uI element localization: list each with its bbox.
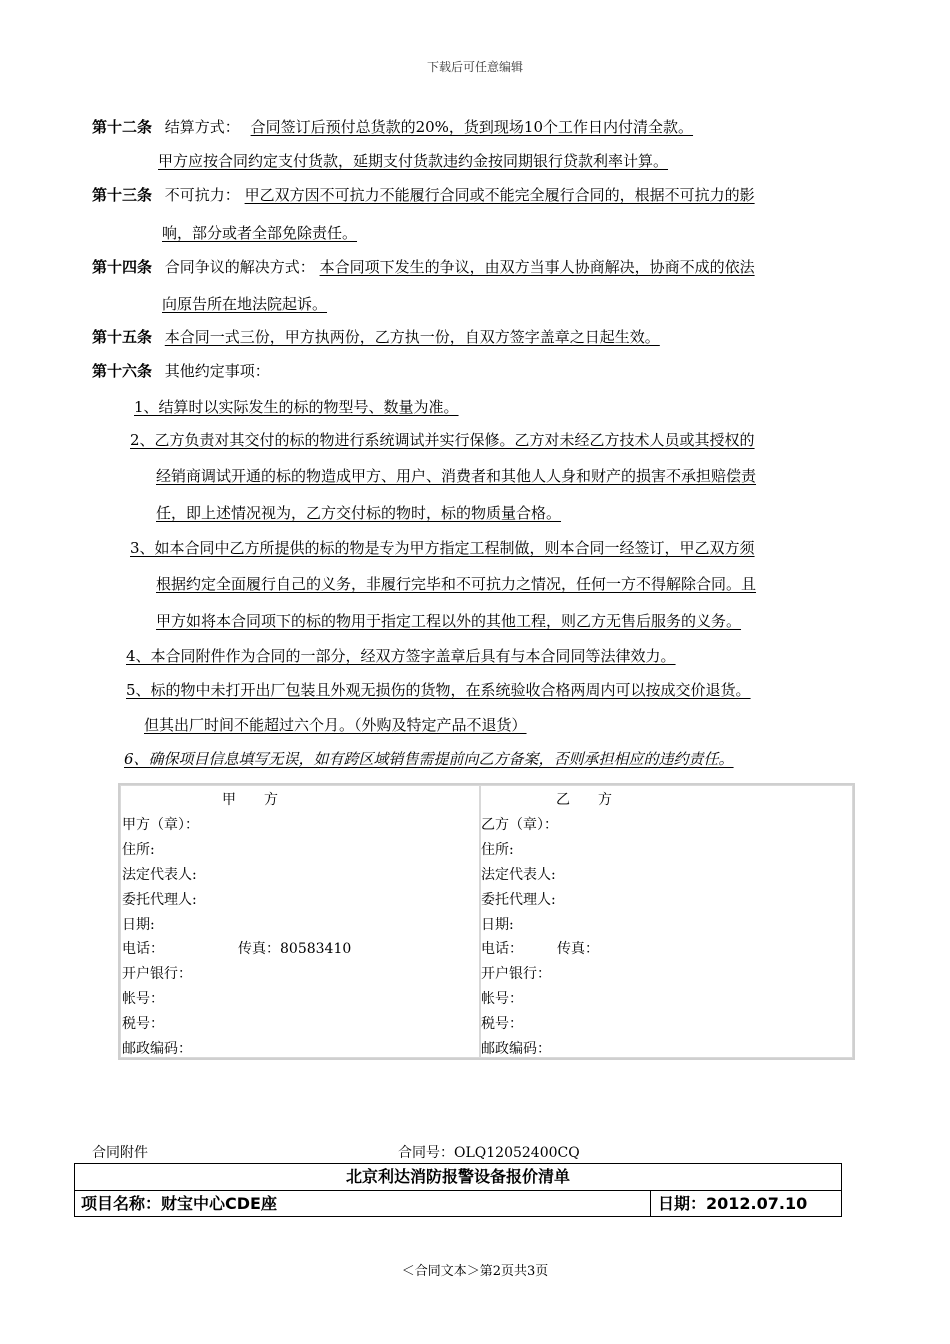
party-a-phone: 电话： [122,941,164,957]
item-1: 1、结算时以实际发生的标的物型号、数量为准。 [134,398,459,416]
contract-number [398,1142,580,1162]
item-3-line-1: 3、如本合同中乙方所提供的标的物是专为甲方指定工程制做，则本合同一经签订，甲乙双方须 [130,539,755,557]
item-3-line-3: 甲方如将本合同项下的标的物用于指定工程以外的其他工程，则乙方无售后服务的义务。 [156,612,742,630]
article-label: 其他约定事项： [164,362,270,380]
article-13-continued: 响，部分或者全部免除责任。 [162,224,358,242]
party-b-title: 乙 方 [556,792,612,808]
article-text: 合同签订后预付总货款的20%，货到现场10个工作日内付清全款。 [250,118,694,136]
article-label: 合同争议的解决方式： [164,258,315,276]
party-a-address: 住所: [122,842,155,858]
party-a-agent: 委托代理人: [122,892,197,908]
article-text: 本合同项下发生的争议，由双方当事人协商解决，协商不成的依法 [319,258,755,276]
article-14 [92,257,755,277]
quote-title: 北京利达消防报警设备报价清单 [74,1163,842,1191]
party-a-account: 帐号： [122,991,164,1007]
article-number: 第十五条 [92,328,153,346]
party-a-legal-rep: 法定代表人: [122,867,197,883]
party-b-legal-rep: 法定代表人: [481,867,556,883]
article-number: 第十三条 [92,186,153,204]
party-b-date: 日期: [481,917,514,933]
party-a-fax [238,940,351,958]
article-label: 不可抗力： [164,186,240,204]
party-b-bank: 开户银行： [481,966,551,982]
party-b-postcode: 邮政编码： [481,1041,551,1057]
party-a-seal: 甲方（章）： [122,817,199,833]
party-b-tax-id: 税号： [481,1016,523,1032]
signature-table [118,783,855,1060]
quote-info-row [74,1190,842,1217]
cell-divider [650,1190,651,1217]
party-a-postcode: 邮政编码： [122,1041,192,1057]
party-b-fax: 传真： [557,941,599,957]
fax-number: 80583410 [280,941,352,957]
article-12-continued: 甲方应按合同约定支付货款，延期支付货款违约金按同期银行贷款利率计算。 [158,152,669,170]
article-label: 结算方式： [164,118,240,136]
page-header-note: 下载后可任意编辑 [426,60,523,74]
item-6: 6、确保项目信息填写无误，如有跨区域销售需提前向乙方备案，否则承担相应的违约责任。 [124,750,734,768]
article-16 [92,361,270,381]
party-b-seal: 乙方（章）： [481,817,558,833]
contract-number-label: 合同号： [398,1145,454,1161]
party-a-tax-id: 税号： [122,1016,164,1032]
article-number: 第十四条 [92,258,153,276]
article-13 [92,185,755,205]
item-2-line-2: 经销商调试开通的标的物造成甲方、用户、消费者和其他人人身和财产的损害不承担赔偿责 [156,467,757,485]
party-b-address: 住所: [481,842,514,858]
party-a-bank: 开户银行： [122,966,192,982]
article-15 [92,327,660,347]
article-text: 甲乙双方因不可抗力不能履行合同或不能完全履行合同的，根据不可抗力的影 [244,186,755,204]
quote-date: 日期：2012.07.10 [658,1194,808,1213]
contract-number-value: OLQ12052400CQ [454,1145,580,1161]
party-b-account: 帐号： [481,991,523,1007]
party-b-phone: 电话： [481,941,523,957]
item-4: 4、本合同附件作为合同的一部分，经双方签字盖章后具有与本合同同等法律效力。 [126,647,676,665]
party-a-date: 日期: [122,917,155,933]
fax-label: 传真： [238,941,280,957]
party-b-agent: 委托代理人: [481,892,556,908]
item-5-line-1: 5、标的物中未打开出厂包装且外观无损伤的货物，在系统验收合格两周内可以按成交价退货。 [126,681,751,699]
party-a-title: 甲 方 [222,792,278,808]
page-footer: ＜合同文本＞第2页共3页 [401,1264,549,1279]
article-12 [92,117,693,137]
article-number: 第十六条 [92,362,153,380]
article-number: 第十二条 [92,118,153,136]
item-3-line-2: 根据约定全面履行自己的义务，非履行完毕和不可抗力之情况，任何一方不得解除合同。且 [156,575,757,593]
item-2-line-1: 2、乙方负责对其交付的标的物进行系统调试并实行保修。乙方对未经乙方技术人员或其授权的 [130,431,755,449]
item-2-line-3: 任，即上述情况视为，乙方交付标的物时，标的物质量合格。 [156,504,562,522]
attachment-label: 合同附件 [92,1145,148,1161]
article-14-continued: 向原告所在地法院起诉。 [162,295,328,313]
item-5-line-2: 但其出厂时间不能超过六个月。（外购及特定产品不退货） [144,716,527,734]
project-name: 项目名称：财宝中心CDE座 [81,1194,277,1213]
article-text: 本合同一式三份，甲方执两份，乙方执一份，自双方签字盖章之日起生效。 [164,328,660,346]
